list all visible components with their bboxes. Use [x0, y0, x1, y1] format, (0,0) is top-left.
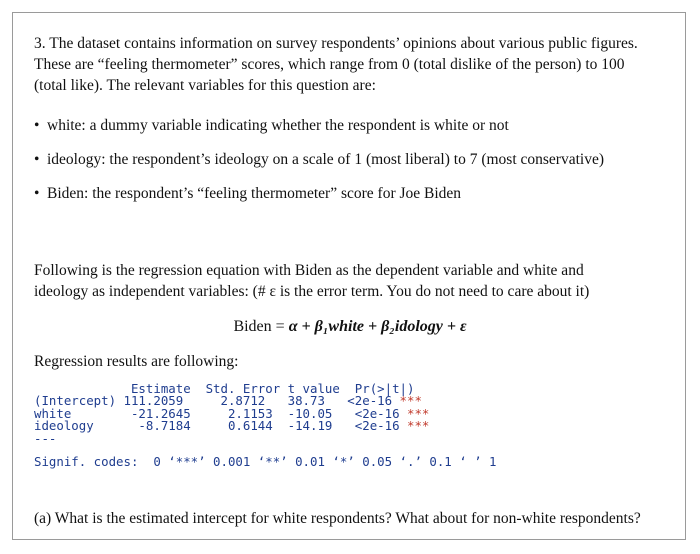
intro-line-3: (total like). The relevant variables for this question are:	[34, 77, 376, 94]
bullet-dot: •	[34, 185, 40, 202]
equation-rhs: α + β₁white + β₂idology + ε	[288, 318, 467, 335]
bullet-ideology	[34, 149, 604, 170]
signif-codes: Signif. codes: 0 ‘***’ 0.001 ‘**’ 0.01 ‘*’ 0.05 ‘.’ 0.1 ‘ ’ 1	[34, 454, 497, 469]
regression-header: Estimate Std. Error t value Pr(>|t|)	[34, 381, 415, 396]
bullet-white	[34, 115, 509, 136]
regression-output	[34, 383, 429, 445]
regression-intro-line-2: ideology as independent variables: (# ε is the error term. You do not need to care about it)	[34, 283, 590, 300]
bullet-dot: •	[34, 117, 40, 134]
significance-stars: ***	[407, 405, 430, 421]
bullet-ideology-text: ideology: the respondent’s ideology on a scale of 1 (most liberal) to 7 (most conservative)	[47, 151, 605, 168]
bullet-white-text: white: a dummy variable indicating whether the respondent is white or not	[47, 117, 509, 134]
intro-line-1: 3. The dataset contains information on survey respondents’ opinions about various public figures.	[34, 35, 638, 52]
regression-row-ideology	[34, 420, 429, 432]
regression-intro-line-1: Following is the regression equation with Biden as the dependent variable and white and	[34, 262, 584, 279]
bullet-dot: •	[34, 151, 40, 168]
significance-stars: ***	[399, 393, 422, 409]
results-label: Regression results are following:	[34, 353, 239, 370]
significance-stars: ***	[407, 418, 430, 434]
regression-equation	[0, 316, 700, 338]
row-values: ideology -8.7184 0.6144 -14.19 <2e-16	[34, 418, 407, 434]
bullet-biden-text: Biden: the respondent’s “feeling thermometer” score for Joe Biden	[47, 185, 462, 202]
intro-line-2: These are “feeling thermometer” scores, which range from 0 (total dislike of the person) to 100	[34, 56, 625, 73]
bullet-biden	[34, 183, 461, 204]
row-values: (Intercept) 111.2059 2.8712 38.73 <2e-16	[34, 393, 400, 409]
regression-separator: ---	[34, 430, 57, 446]
row-values: white -21.2645 2.1153 -10.05 <2e-16	[34, 405, 407, 421]
equation-lhs: Biden =	[233, 318, 289, 335]
question-a: (a) What is the estimated intercept for white respondents? What about for non-white respondents?	[34, 510, 641, 527]
